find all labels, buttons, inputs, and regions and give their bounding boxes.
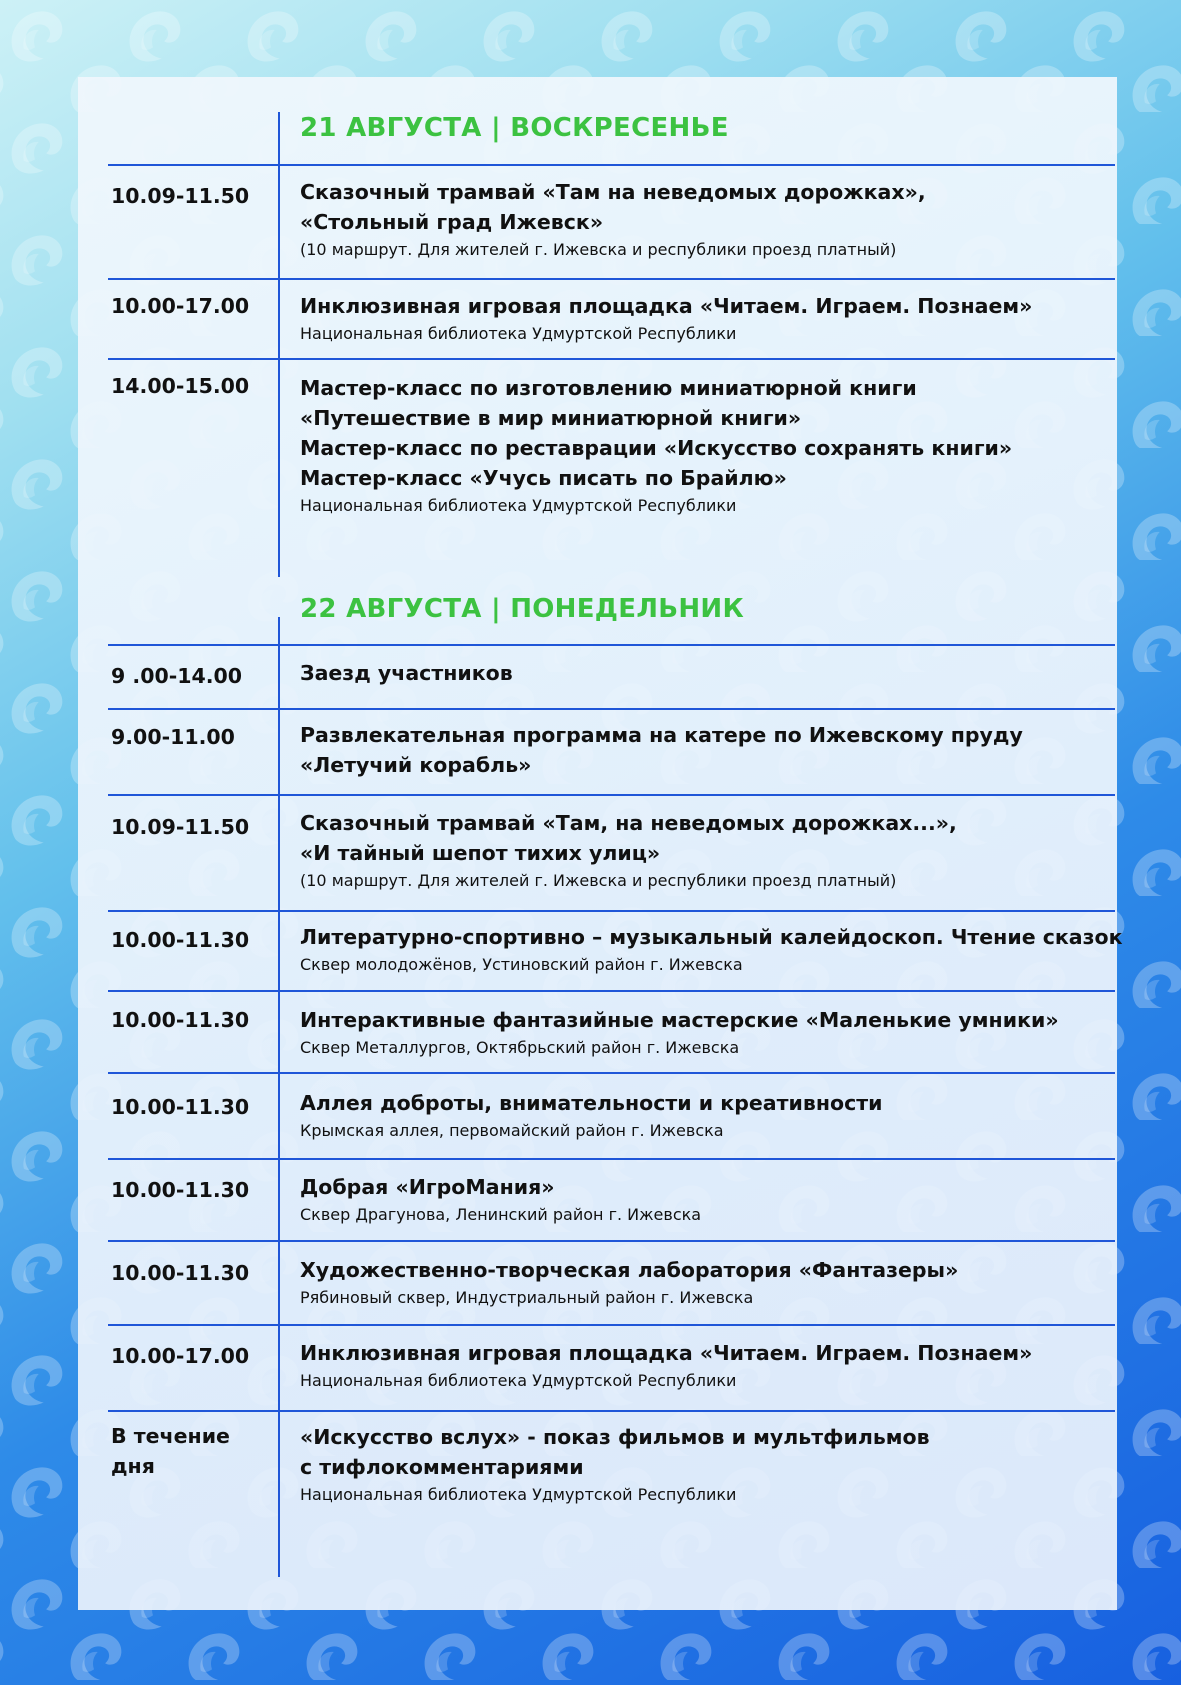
event-title: Заезд участников: [300, 661, 513, 685]
column-divider-day2: [278, 617, 280, 1577]
event-time: 10.00-17.00: [111, 294, 250, 318]
event-location: Национальная библиотека Удмуртской Республики: [300, 1371, 737, 1390]
event-details: [300, 1088, 1110, 1143]
event-time: 9.00-11.00: [111, 725, 235, 749]
schedule-panel: [78, 77, 1123, 1610]
event-time-line: дня: [111, 1454, 155, 1478]
row-divider: [108, 708, 1115, 710]
event-title: «Стольный град Ижевск»: [300, 210, 604, 234]
event-details: [300, 658, 1110, 688]
row-divider: [108, 990, 1115, 992]
event-details: [300, 922, 1123, 977]
event-details: [300, 1338, 1110, 1393]
event-details: [300, 1005, 1110, 1060]
event-title: с тифлокомментариями: [300, 1455, 584, 1479]
event-title: Инклюзивная игровая площадка «Читаем. Играем. Познаем»: [300, 294, 1033, 318]
event-location: Сквер Драгунова, Ленинский район г. Ижевска: [300, 1205, 702, 1224]
event-location: Сквер Металлургов, Октябрьский район г. Ижевска: [300, 1038, 740, 1057]
event-time: 14.00-15.00: [111, 374, 250, 398]
row-divider: [108, 1410, 1115, 1412]
event-title: «Искусство вслух» - показ фильмов и мультфильмов: [300, 1425, 930, 1449]
event-title: Литературно-спортивно – музыкальный калейдоскоп. Чтение сказок: [300, 925, 1123, 949]
event-time: 10.09-11.50: [111, 815, 250, 839]
row-divider: [108, 278, 1115, 280]
event-time: [111, 1421, 271, 1481]
row-divider: [108, 1158, 1115, 1160]
event-title: Сказочный трамвай «Там, на неведомых дорожках...»,: [300, 811, 957, 835]
event-details: [300, 1422, 1110, 1507]
day-header-22-august: 22 АВГУСТА | ПОНЕДЕЛЬНИК: [300, 594, 745, 624]
event-location: (10 маршрут. Для жителей г. Ижевска и республики проезд платный): [300, 871, 897, 890]
event-time: 10.09-11.50: [111, 184, 250, 208]
row-divider: [108, 358, 1115, 360]
event-time: 10.00-11.30: [111, 1261, 250, 1285]
event-details: [300, 720, 1110, 780]
event-time: 10.00-11.30: [111, 1095, 250, 1119]
event-location: Национальная библиотека Удмуртской Республики: [300, 324, 737, 343]
day-header-21-august: 21 АВГУСТА | ВОСКРЕСЕНЬЕ: [300, 113, 729, 143]
event-title: Развлекательная программа на катере по Ижевскому пруду: [300, 723, 1023, 747]
event-location: Национальная библиотека Удмуртской Республики: [300, 496, 737, 515]
row-divider: [108, 1240, 1115, 1242]
event-details: [300, 291, 1110, 346]
event-location: Крымская аллея, первомайский район г. Ижевска: [300, 1121, 724, 1140]
event-title: «Летучий корабль»: [300, 753, 532, 777]
event-location: Рябиновый сквер, Индустриальный район г. Ижевска: [300, 1288, 754, 1307]
event-time: 10.00-11.30: [111, 928, 250, 952]
event-title: Сказочный трамвай «Там на неведомых дорожках»,: [300, 180, 926, 204]
event-time: 10.00-11.30: [111, 1178, 250, 1202]
row-divider: [108, 644, 1115, 646]
event-title: Аллея доброты, внимательности и креативности: [300, 1091, 883, 1115]
row-divider: [108, 794, 1115, 796]
event-title: Добрая «ИгроМания»: [300, 1175, 555, 1199]
event-time-line: В течение: [111, 1424, 230, 1448]
event-title: Мастер-класс «Учусь писать по Брайлю»: [300, 466, 787, 490]
event-time: 10.00-11.30: [111, 1008, 250, 1032]
event-title: Интерактивные фантазийные мастерские «Маленькие умники»: [300, 1008, 1059, 1032]
event-location: Национальная библиотека Удмуртской Республики: [300, 1485, 737, 1504]
event-title: Инклюзивная игровая площадка «Читаем. Играем. Познаем»: [300, 1341, 1033, 1365]
event-details: [300, 177, 1110, 262]
row-divider: [108, 1072, 1115, 1074]
row-divider: [108, 910, 1115, 912]
event-title: Художественно-творческая лаборатория «Фантазеры»: [300, 1258, 959, 1282]
row-divider: [108, 1324, 1115, 1326]
event-title: Мастер-класс по реставрации «Искусство сохранять книги»: [300, 436, 1013, 460]
event-details: [300, 373, 1110, 518]
row-divider: [108, 164, 1115, 166]
event-title: «И тайный шепот тихих улиц»: [300, 841, 661, 865]
event-title: Мастер-класс по изготовлению миниатюрной книги: [300, 376, 917, 400]
column-divider-day1: [278, 112, 280, 577]
event-details: [300, 1172, 1110, 1227]
event-time: 10.00-17.00: [111, 1344, 250, 1368]
event-details: [300, 1255, 1110, 1310]
event-location: (10 маршрут. Для жителей г. Ижевска и республики проезд платный): [300, 240, 897, 259]
event-title: «Путешествие в мир миниатюрной книги»: [300, 406, 802, 430]
event-details: [300, 808, 1110, 893]
event-time: 9 .00-14.00: [111, 664, 243, 688]
event-location: Сквер молодожёнов, Устиновский район г. Ижевска: [300, 955, 743, 974]
